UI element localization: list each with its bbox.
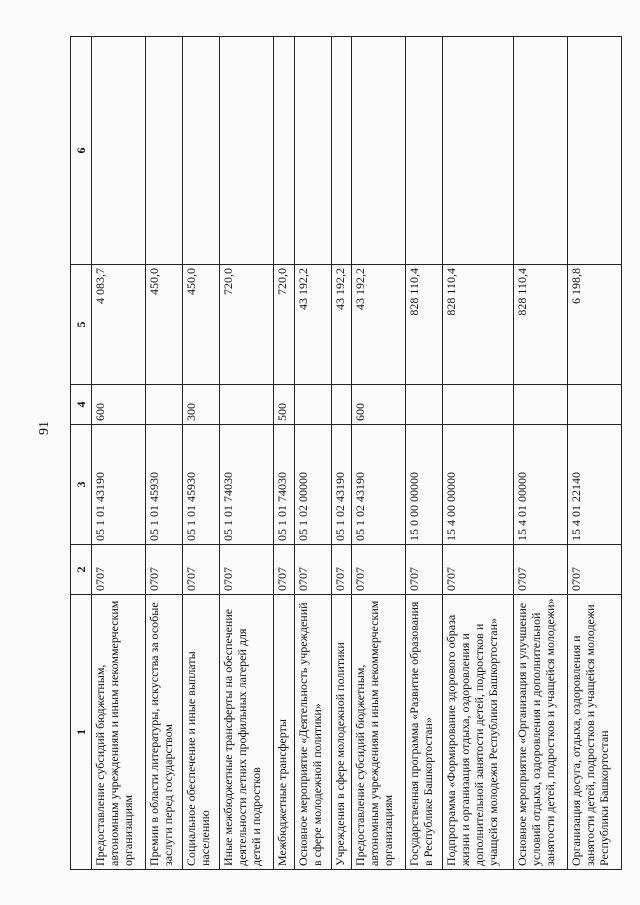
row-expense-type-cell: 300 xyxy=(183,385,220,425)
budget-table xyxy=(70,36,622,870)
row-name-cell: Иные межбюджетные трансферты на обеспечение деятельности летних профильных лагерей для детей и подростков xyxy=(220,595,274,870)
row-col6-cell xyxy=(406,37,443,265)
row-sum-cell: 828 110,4 xyxy=(406,265,443,385)
row-section-cell: 0707 xyxy=(443,545,514,595)
header-col-4: 4 xyxy=(71,385,92,425)
row-sum-cell: 4 083,7 xyxy=(92,265,146,385)
row-section-cell: 0707 xyxy=(406,545,443,595)
row-sum-cell: 828 110,4 xyxy=(443,265,514,385)
row-code-cell: 05 1 01 74030 xyxy=(220,425,274,545)
table-row xyxy=(443,37,514,870)
row-expense-type-cell: 600 xyxy=(352,385,406,425)
header-col-3: 3 xyxy=(71,425,92,545)
header-col-1: 1 xyxy=(71,595,92,870)
row-section-cell: 0707 xyxy=(567,545,621,595)
table-row xyxy=(274,37,294,870)
row-code-cell: 15 4 00 00000 xyxy=(443,425,514,545)
row-sum-cell: 450,0 xyxy=(183,265,220,385)
row-code-cell: 05 1 01 43190 xyxy=(92,425,146,545)
row-code-cell: 15 0 00 00000 xyxy=(406,425,443,545)
table-row xyxy=(183,37,220,870)
row-section-cell: 0707 xyxy=(331,545,351,595)
row-col6-cell xyxy=(220,37,274,265)
row-code-cell: 05 1 01 45930 xyxy=(145,425,182,545)
row-sum-cell: 43 192,2 xyxy=(352,265,406,385)
table-row xyxy=(220,37,274,870)
header-col-2: 2 xyxy=(71,545,92,595)
row-name-cell: Предоставление субсидий бюджетным, автономным учреждениям и иным некоммерческим организациям xyxy=(352,595,406,870)
row-expense-type-cell xyxy=(514,385,568,425)
row-sum-cell: 720,0 xyxy=(274,265,294,385)
row-sum-cell: 43 192,2 xyxy=(331,265,351,385)
row-sum-cell: 43 192,2 xyxy=(294,265,331,385)
row-col6-cell xyxy=(274,37,294,265)
table-row xyxy=(406,37,443,870)
row-section-cell: 0707 xyxy=(352,545,406,595)
row-code-cell: 05 1 02 43190 xyxy=(352,425,406,545)
row-col6-cell xyxy=(294,37,331,265)
row-col6-cell xyxy=(331,37,351,265)
row-expense-type-cell xyxy=(443,385,514,425)
row-code-cell: 05 1 01 74030 xyxy=(274,425,294,545)
row-expense-type-cell xyxy=(331,385,351,425)
row-name-cell: Основное мероприятие «Организация и улучшение условий отдыха, оздоровления и дополнительной занятости детей, подростков и учащейся молодежи» xyxy=(514,595,568,870)
rotated-table-container xyxy=(70,37,622,870)
row-expense-type-cell: 600 xyxy=(92,385,146,425)
header-row xyxy=(71,37,92,870)
row-col6-cell xyxy=(145,37,182,265)
row-col6-cell xyxy=(514,37,568,265)
row-section-cell: 0707 xyxy=(514,545,568,595)
row-section-cell: 0707 xyxy=(92,545,146,595)
row-name-cell: Организация досуга, отдыха, оздоровления и занятости детей, подростков и учащейся молодежи Республики Башкортостан xyxy=(567,595,621,870)
row-expense-type-cell xyxy=(567,385,621,425)
table-row xyxy=(294,37,331,870)
row-code-cell: 05 1 02 00000 xyxy=(294,425,331,545)
row-sum-cell: 6 198,8 xyxy=(567,265,621,385)
row-expense-type-cell: 500 xyxy=(274,385,294,425)
row-expense-type-cell xyxy=(220,385,274,425)
header-col-6: 6 xyxy=(71,37,92,265)
table-row xyxy=(514,37,568,870)
table-row xyxy=(331,37,351,870)
row-section-cell: 0707 xyxy=(145,545,182,595)
row-col6-cell xyxy=(352,37,406,265)
row-section-cell: 0707 xyxy=(274,545,294,595)
row-name-cell: Государственная программа «Развитие образования в Республике Башкортостан» xyxy=(406,595,443,870)
row-col6-cell xyxy=(92,37,146,265)
row-name-cell: Подпрограмма «Формирование здорового образа жизни и организация отдыха, оздоровления и дополнительной занятости детей, подростков и учащейся молодежи Республики Башкортостан» xyxy=(443,595,514,870)
row-name-cell: Учреждения в сфере молодежной политики xyxy=(331,595,351,870)
row-sum-cell: 828 110,4 xyxy=(514,265,568,385)
row-section-cell: 0707 xyxy=(294,545,331,595)
row-name-cell: Основное мероприятие «Деятельность учреждений в сфере молодежной политики» xyxy=(294,595,331,870)
row-code-cell: 15 4 01 00000 xyxy=(514,425,568,545)
header-col-5: 5 xyxy=(71,265,92,385)
table-row xyxy=(352,37,406,870)
table-row xyxy=(92,37,146,870)
row-col6-cell xyxy=(567,37,621,265)
row-expense-type-cell xyxy=(406,385,443,425)
row-expense-type-cell xyxy=(145,385,182,425)
row-sum-cell: 720,0 xyxy=(220,265,274,385)
row-code-cell: 05 1 01 45930 xyxy=(183,425,220,545)
row-section-cell: 0707 xyxy=(183,545,220,595)
row-section-cell: 0707 xyxy=(220,545,274,595)
table-row xyxy=(567,37,621,870)
table-row xyxy=(145,37,182,870)
row-code-cell: 15 4 01 22140 xyxy=(567,425,621,545)
row-code-cell: 05 1 02 43190 xyxy=(331,425,351,545)
row-col6-cell xyxy=(443,37,514,265)
row-expense-type-cell xyxy=(294,385,331,425)
row-name-cell: Предоставление субсидий бюджетным, автономным учреждениям и иным некоммерческим организациям xyxy=(92,595,146,870)
row-sum-cell: 450,0 xyxy=(145,265,182,385)
row-name-cell: Межбюджетные трансферты xyxy=(274,595,294,870)
page-number: 91 xyxy=(37,421,52,435)
row-name-cell: Социальное обеспечение и иные выплаты населению xyxy=(183,595,220,870)
row-col6-cell xyxy=(183,37,220,265)
row-name-cell: Премии в области литературы, искусства за особые заслуги перед государством xyxy=(145,595,182,870)
